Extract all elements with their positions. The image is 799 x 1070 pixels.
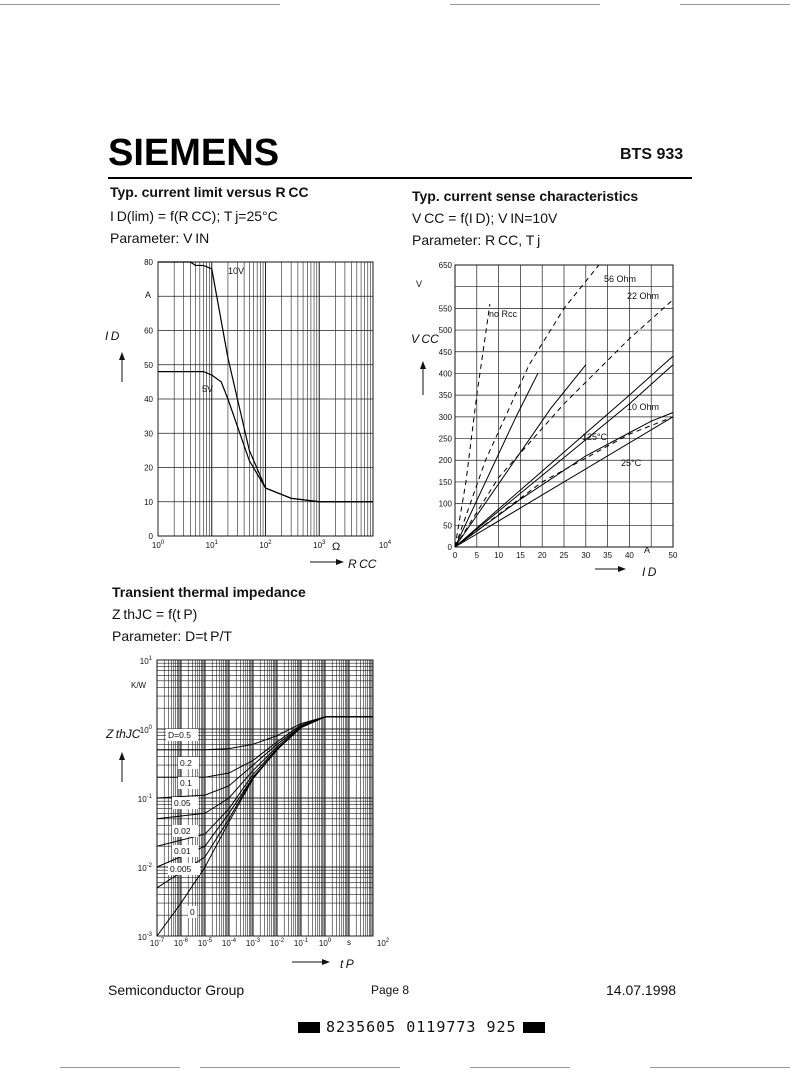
chart2-label-10ohm: 10 Ohm xyxy=(627,402,660,412)
chart3-ytick: $10^1$ xyxy=(139,656,152,666)
chart3-unit-x: s xyxy=(347,938,351,947)
header-rule xyxy=(108,177,692,179)
bottom-edge-line xyxy=(650,1067,790,1068)
chart1-x-arrow xyxy=(310,559,344,565)
chart2-unit-y: V xyxy=(416,279,423,289)
chart3-xtick: $10^{-6}$ xyxy=(173,938,189,948)
chart3-ylabel: Z thJC xyxy=(106,727,141,741)
chart3-ytick: $10^{-2}$ xyxy=(137,863,152,873)
chart3-xlabel: t P xyxy=(340,957,354,971)
chart3-function: Z thJC = f(t P) xyxy=(112,606,198,622)
chart2-ylabel: V CC xyxy=(411,332,439,346)
chart2-title: Typ. current sense characteristics xyxy=(412,188,639,204)
chart3-x-arrow xyxy=(292,959,330,965)
bottom-edge-line xyxy=(60,1067,180,1068)
chart3-curve-labels xyxy=(166,729,200,918)
chart3-label: 0.05 xyxy=(174,798,191,808)
chart3-label: 0.02 xyxy=(174,826,191,836)
chart2-ytick: 650 xyxy=(438,261,452,270)
chart3-label: D=0.5 xyxy=(168,730,191,740)
chart2-unit-x: A xyxy=(644,545,651,555)
chart3-ytick: $10^{-3}$ xyxy=(137,932,152,942)
chart3-label: 0.005 xyxy=(170,864,192,874)
bottom-edge-line xyxy=(470,1067,570,1068)
chart2-ytick: 250 xyxy=(438,434,452,444)
chart2-xtick: 50 xyxy=(668,551,678,560)
chart3-label: 0 xyxy=(190,907,195,917)
chart1-unit-x: Ω xyxy=(332,541,341,553)
top-edge-line xyxy=(0,4,280,5)
barcode-block-right xyxy=(523,1022,545,1033)
barcode-block-left xyxy=(298,1022,320,1033)
chart2-xtick: 0 xyxy=(452,551,458,560)
chart2-function: V CC = f(I D); V IN=10V xyxy=(412,210,558,226)
chart1-current-limit xyxy=(100,252,400,577)
chart2-xtick: 15 xyxy=(515,551,525,560)
chart1-grid xyxy=(158,262,373,536)
chart1-ytick: 40 xyxy=(144,395,153,404)
chart2-xtick: 20 xyxy=(537,551,547,560)
chart2-ytick: 200 xyxy=(438,456,452,466)
chart3-xtick: $10^{-7}$ xyxy=(149,938,165,948)
chart2-ytick: 300 xyxy=(438,412,452,422)
chart2-label-norcc: no Rcc xyxy=(489,309,518,319)
chart2-ytick: 400 xyxy=(438,369,452,379)
part-number: BTS 933 xyxy=(620,146,684,163)
chart1-xtick: $10^1$ xyxy=(205,540,218,550)
barcode-line xyxy=(292,1018,551,1036)
chart1-ytick: 10 xyxy=(144,497,153,507)
chart3-xtick: $10^{-3}$ xyxy=(245,938,261,948)
chart2-ytick: 100 xyxy=(438,499,452,509)
chart1-ylabel: I D xyxy=(105,329,120,343)
chart3-label: 0.01 xyxy=(174,846,191,856)
chart1-ytick: 30 xyxy=(144,429,153,439)
chart3-thermal-impedance xyxy=(100,648,400,973)
chart1-x-ticks xyxy=(152,540,392,550)
footer-left: Semiconductor Group xyxy=(108,982,245,998)
chart2-ytick: 450 xyxy=(438,347,452,357)
chart1-y-arrow xyxy=(119,352,125,382)
barcode-text: 8235605 0119773 925 xyxy=(326,1018,517,1036)
chart2-xtick: 40 xyxy=(624,551,634,560)
chart2-label-25c: 25°C xyxy=(621,458,642,468)
chart3-parameter: Parameter: D=t P/T xyxy=(112,628,232,644)
chart3-xtick: $10^2$ xyxy=(376,938,390,948)
chart3-label: 0.1 xyxy=(180,778,192,788)
chart1-label-10v: 10V xyxy=(228,266,245,276)
chart2-y-arrow xyxy=(420,361,426,395)
brand-logo: SIEMENS xyxy=(108,132,280,174)
chart1-title: Typ. current limit versus R CC xyxy=(110,184,309,200)
chart2-xtick: 10 xyxy=(494,551,504,560)
chart3-xtick: $10^{-1}$ xyxy=(293,938,309,948)
chart1-xtick: $10^0$ xyxy=(151,540,165,550)
chart1-function: I D(lim) = f(R CC); T j=25°C xyxy=(110,208,278,224)
chart2-ytick: 350 xyxy=(438,391,452,401)
chart1-xtick: $10^3$ xyxy=(313,540,326,550)
bottom-edge-line xyxy=(200,1067,400,1068)
top-edge-line xyxy=(680,4,790,5)
chart3-xtick: $10^0$ xyxy=(318,938,332,948)
chart3-xtick: $10^{-5}$ xyxy=(197,938,213,948)
chart1-ytick: 0 xyxy=(148,532,153,541)
chart1-ytick: 60 xyxy=(144,326,153,336)
chart1-ytick: 50 xyxy=(144,360,153,370)
chart3-y-ticks xyxy=(138,656,153,942)
chart3-unit-y: K/W xyxy=(131,681,147,690)
chart2-y-ticks xyxy=(439,261,453,552)
chart2-label-22ohm: 22 Ohm xyxy=(627,291,660,301)
chart2-current-sense xyxy=(400,255,700,585)
top-edge-line xyxy=(450,4,600,5)
chart2-ytick: 0 xyxy=(447,543,452,552)
chart3-label: 0.2 xyxy=(180,758,192,768)
chart3-xtick: $10^{-2}$ xyxy=(269,938,285,948)
chart1-label-5v: 5V xyxy=(202,384,214,394)
chart1-unit-y: A xyxy=(145,290,152,300)
chart3-xtick: $10^{-4}$ xyxy=(221,938,237,948)
chart2-parameter: Parameter: R CC, T j xyxy=(412,232,541,248)
chart2-xtick: 5 xyxy=(474,551,480,560)
chart1-xlabel: R CC xyxy=(348,557,377,571)
chart2-xtick: 35 xyxy=(603,551,613,560)
chart1-ytick: 80 xyxy=(144,258,153,267)
chart2-x-arrow xyxy=(595,566,626,572)
chart1-xtick: $10^4$ xyxy=(378,540,392,550)
chart2-label-56ohm: 56 Ohm xyxy=(604,274,637,284)
chart2-xlabel: I D xyxy=(642,565,657,579)
chart2-ytick: 50 xyxy=(443,521,452,531)
chart2-xtick: 25 xyxy=(559,551,569,560)
chart1-parameter: Parameter: V IN xyxy=(110,230,210,246)
chart2-label-125c: 125°C xyxy=(582,432,608,442)
chart2-ytick: 500 xyxy=(438,326,452,336)
chart3-ytick: $10^{-1}$ xyxy=(137,794,152,804)
chart1-y-ticks xyxy=(144,258,153,541)
footer-page: Page 8 xyxy=(371,983,410,997)
footer-date: 14.07.1998 xyxy=(606,982,677,998)
chart2-xtick: 30 xyxy=(581,551,591,560)
chart3-x-ticks xyxy=(150,938,390,948)
chart3-y-arrow xyxy=(119,752,125,782)
chart2-ytick: 150 xyxy=(438,477,452,487)
chart2-ytick: 550 xyxy=(438,304,452,314)
chart3-ytick: $10^0$ xyxy=(139,725,152,735)
chart1-ytick: 20 xyxy=(144,463,153,473)
chart3-title: Transient thermal impedance xyxy=(112,584,306,600)
chart1-xtick: $10^2$ xyxy=(259,540,272,550)
